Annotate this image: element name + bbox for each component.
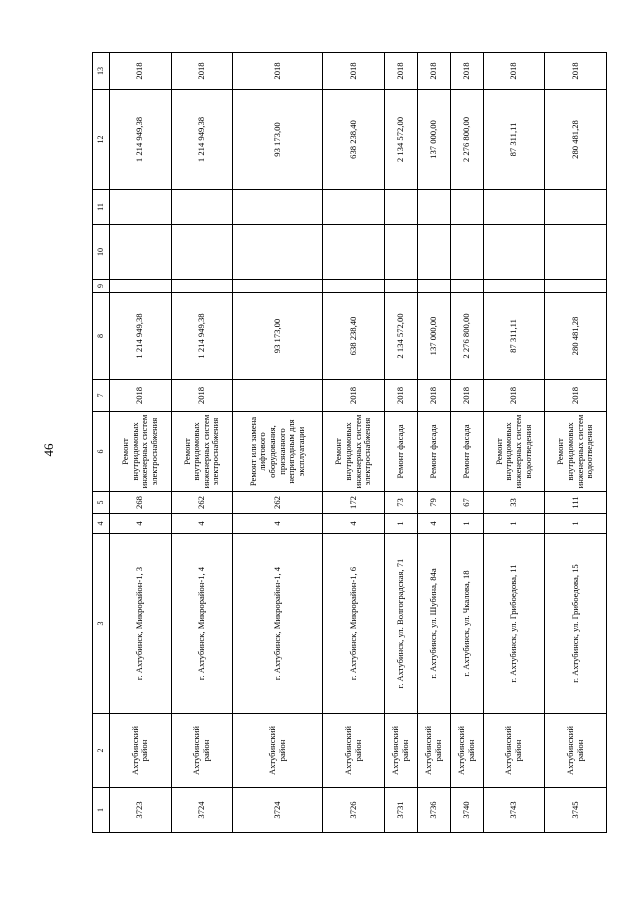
cell-c5: 262 <box>171 492 233 514</box>
district-cell: Ахтубинский район <box>323 714 385 788</box>
year-cell: 2018 <box>323 380 385 412</box>
cell-c9 <box>450 280 483 293</box>
address-cell: г. Ахтубинск, ул. Грибоедова, 15 <box>545 534 607 714</box>
address-cell: г. Ахтубинск, ул. Грибоедова, 11 <box>483 534 545 714</box>
cell-c10 <box>323 225 385 280</box>
cell-c11 <box>417 190 450 225</box>
column-number: 10 <box>93 225 110 280</box>
district-cell: Ахтубинский район <box>545 714 607 788</box>
cell-c5: 73 <box>384 492 417 514</box>
address-cell: г. Ахтубинск, Микрорайон-1, 3 <box>110 534 172 714</box>
cost-cell: 93 173,00 <box>233 293 323 380</box>
completion-year-cell: 2018 <box>545 53 607 90</box>
column-number: 11 <box>93 190 110 225</box>
cell-c5: 172 <box>323 492 385 514</box>
work-type-cell: Ремонт фасада <box>384 412 417 492</box>
cost-cell: 87 311,11 <box>483 293 545 380</box>
year-cell: 2018 <box>450 380 483 412</box>
cell-c9 <box>483 280 545 293</box>
completion-year-cell: 2018 <box>450 53 483 90</box>
work-type-cell: Ремонт фасада <box>417 412 450 492</box>
table-row <box>417 53 450 833</box>
table-body <box>110 53 607 833</box>
address-cell: г. Ахтубинск, ул. Шубина, 84а <box>417 534 450 714</box>
row-id-cell: 3740 <box>450 788 483 833</box>
work-type-cell: Ремонт или замена лифтового оборудования, признанного непригодным для эксплуатации <box>233 412 323 492</box>
cell-c9 <box>233 280 323 293</box>
year-cell: 2018 <box>110 380 172 412</box>
cell-c9 <box>417 280 450 293</box>
district-cell: Ахтубинский район <box>233 714 323 788</box>
row-id-cell: 3724 <box>171 788 233 833</box>
cell-c10 <box>171 225 233 280</box>
work-type-cell: Ремонт внутридомовых инженерных систем электроснабжения <box>110 412 172 492</box>
work-type-cell: Ремонт фасада <box>450 412 483 492</box>
table-row <box>110 53 172 833</box>
cell-c4: 4 <box>171 514 233 534</box>
work-type-cell: Ремонт внутридомовых инженерных систем водоотведения <box>545 412 607 492</box>
cost-cell: 638 238,40 <box>323 293 385 380</box>
district-cell: Ахтубинский район <box>417 714 450 788</box>
row-id-cell: 3736 <box>417 788 450 833</box>
cell-c9 <box>384 280 417 293</box>
column-number: 8 <box>93 293 110 380</box>
total-cost-cell: 638 238,40 <box>323 90 385 190</box>
cell-c5: 79 <box>417 492 450 514</box>
cell-c10 <box>450 225 483 280</box>
cost-cell: 280 481,28 <box>545 293 607 380</box>
cell-c11 <box>110 190 172 225</box>
cost-cell: 137 000,00 <box>417 293 450 380</box>
total-cost-cell: 2 276 800,00 <box>450 90 483 190</box>
row-id-cell: 3723 <box>110 788 172 833</box>
cell-c10 <box>110 225 172 280</box>
year-cell: 2018 <box>171 380 233 412</box>
total-cost-cell: 1 214 949,38 <box>110 90 172 190</box>
table-row <box>483 53 545 833</box>
cell-c9 <box>323 280 385 293</box>
year-cell: 2018 <box>384 380 417 412</box>
address-cell: г. Ахтубинск, ул. Чкалова, 18 <box>450 534 483 714</box>
column-number: 9 <box>93 280 110 293</box>
district-cell: Ахтубинский район <box>110 714 172 788</box>
table-row <box>323 53 385 833</box>
column-number-row <box>93 53 110 833</box>
column-number: 7 <box>93 380 110 412</box>
completion-year-cell: 2018 <box>384 53 417 90</box>
cell-c11 <box>171 190 233 225</box>
cell-c11 <box>545 190 607 225</box>
cell-c11 <box>323 190 385 225</box>
completion-year-cell: 2018 <box>323 53 385 90</box>
table-row <box>171 53 233 833</box>
cell-c4: 4 <box>417 514 450 534</box>
cell-c4: 4 <box>110 514 172 534</box>
row-id-cell: 3724 <box>233 788 323 833</box>
table-row <box>233 53 323 833</box>
cell-c10 <box>545 225 607 280</box>
row-id-cell: 3731 <box>384 788 417 833</box>
district-cell: Ахтубинский район <box>384 714 417 788</box>
cell-c4: 1 <box>384 514 417 534</box>
cell-c4: 1 <box>450 514 483 534</box>
year-cell: 2018 <box>545 380 607 412</box>
total-cost-cell: 137 000,00 <box>417 90 450 190</box>
total-cost-cell: 2 134 572,00 <box>384 90 417 190</box>
cell-c4: 4 <box>233 514 323 534</box>
work-type-cell: Ремонт внутридомовых инженерных систем водоотведения <box>483 412 545 492</box>
completion-year-cell: 2018 <box>417 53 450 90</box>
table-row <box>545 53 607 833</box>
district-cell: Ахтубинский район <box>450 714 483 788</box>
column-number: 1 <box>93 788 110 833</box>
cell-c11 <box>450 190 483 225</box>
column-number: 5 <box>93 492 110 514</box>
column-number: 12 <box>93 90 110 190</box>
cell-c9 <box>110 280 172 293</box>
district-cell: Ахтубинский район <box>171 714 233 788</box>
page-number: 46 <box>41 443 56 457</box>
column-number: 4 <box>93 514 110 534</box>
column-number: 2 <box>93 714 110 788</box>
row-id-cell: 3743 <box>483 788 545 833</box>
cell-c10 <box>384 225 417 280</box>
completion-year-cell: 2018 <box>483 53 545 90</box>
completion-year-cell: 2018 <box>233 53 323 90</box>
cell-c11 <box>483 190 545 225</box>
rotated-table-container <box>92 53 607 833</box>
cell-c10 <box>483 225 545 280</box>
address-cell: г. Ахтубинск, Микрорайон-1, 4 <box>171 534 233 714</box>
cell-c4: 1 <box>545 514 607 534</box>
cell-c5: 268 <box>110 492 172 514</box>
table-row <box>384 53 417 833</box>
address-cell: г. Ахтубинск, ул. Волгоградская, 71 <box>384 534 417 714</box>
column-number: 6 <box>93 412 110 492</box>
cell-c11 <box>233 190 323 225</box>
table-row <box>450 53 483 833</box>
cell-c5: 33 <box>483 492 545 514</box>
year-cell <box>233 380 323 412</box>
register-table <box>92 52 607 833</box>
address-cell: г. Ахтубинск, Микрорайон-1, 4 <box>233 534 323 714</box>
address-cell: г. Ахтубинск, Микрорайон-1, 6 <box>323 534 385 714</box>
total-cost-cell: 93 173,00 <box>233 90 323 190</box>
cell-c4: 4 <box>323 514 385 534</box>
total-cost-cell: 280 481,28 <box>545 90 607 190</box>
cost-cell: 1 214 949,38 <box>171 293 233 380</box>
year-cell: 2018 <box>483 380 545 412</box>
completion-year-cell: 2018 <box>171 53 233 90</box>
cell-c9 <box>545 280 607 293</box>
cell-c10 <box>417 225 450 280</box>
cost-cell: 2 134 572,00 <box>384 293 417 380</box>
total-cost-cell: 1 214 949,38 <box>171 90 233 190</box>
column-number: 13 <box>93 53 110 90</box>
row-id-cell: 3745 <box>545 788 607 833</box>
cell-c5: 67 <box>450 492 483 514</box>
cell-c5: 111 <box>545 492 607 514</box>
year-cell: 2018 <box>417 380 450 412</box>
cost-cell: 1 214 949,38 <box>110 293 172 380</box>
cell-c10 <box>233 225 323 280</box>
cell-c11 <box>384 190 417 225</box>
district-cell: Ахтубинский район <box>483 714 545 788</box>
work-type-cell: Ремонт внутридомовых инженерных систем электроснабжения <box>323 412 385 492</box>
cell-c4: 1 <box>483 514 545 534</box>
total-cost-cell: 87 311,11 <box>483 90 545 190</box>
completion-year-cell: 2018 <box>110 53 172 90</box>
row-id-cell: 3726 <box>323 788 385 833</box>
cell-c9 <box>171 280 233 293</box>
cost-cell: 2 276 800,00 <box>450 293 483 380</box>
cell-c5: 262 <box>233 492 323 514</box>
work-type-cell: Ремонт внутридомовых инженерных систем электроснабжения <box>171 412 233 492</box>
column-number: 3 <box>93 534 110 714</box>
